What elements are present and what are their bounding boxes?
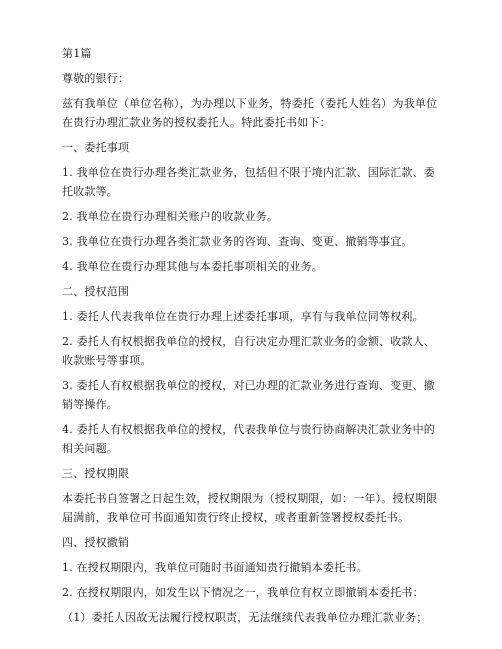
list-item: 2. 我单位在贵行办理相关账户的收款业务。 <box>62 210 279 223</box>
section-number: 第1篇 <box>62 47 92 60</box>
heading-authorization-revocation: 四、授权撤销 <box>62 536 130 549</box>
document-body <box>62 44 446 632</box>
heading-authorization-scope: 二、授权范围 <box>62 285 130 298</box>
period-paragraph: 本委托书自签署之日起生效，授权期限为（授权期限，如：一年）。授权期限届满前，我单位可书面通知贵行终止授权，或者重新签署授权委托书。 <box>62 492 438 524</box>
heading-authorization-period: 三、授权期限 <box>62 467 130 480</box>
list-item: 1. 委托人代表我单位在贵行办理上述委托事项，享有与我单位同等权利。 <box>62 310 424 323</box>
salutation: 尊敬的银行： <box>62 72 130 85</box>
list-item: 3. 委托人有权根据我单位的授权，对已办理的汇款业务进行查询、变更、撤销等操作。 <box>62 379 435 411</box>
intro-paragraph: 兹有我单位（单位名称），为办理以下业务，特委托（委托人姓名）为我单位在贵行办理汇款业务的授权委托人。特此委托书如下： <box>62 97 438 129</box>
list-item: （1）委托人因故无法履行授权职责，无法继续代表我单位办理汇款业务； <box>62 611 428 624</box>
list-item: 2. 在授权期限内，如发生以下情况之一，我单位有权立即撤销本委托书： <box>62 586 424 599</box>
list-item: 1. 我单位在贵行办理各类汇款业务，包括但不限于境内汇款、国际汇款、委托收款等。 <box>62 166 435 198</box>
list-item: 2. 委托人有权根据我单位的授权，自行决定办理汇款业务的金额、收款人、收款账号等事项。 <box>62 335 435 367</box>
list-item: 3. 我单位在贵行办理各类汇款业务的咨询、查询、变更、撤销等事宜。 <box>62 235 413 248</box>
list-item: 4. 我单位在贵行办理其他与本委托事项相关的业务。 <box>62 260 323 273</box>
list-item: 4. 委托人有权根据我单位的授权，代表我单位与贵行协商解决汇款业务中的相关问题。 <box>62 423 435 455</box>
heading-entrusted-matters: 一、委托事项 <box>62 141 130 154</box>
list-item: 1. 在授权期限内，我单位可随时书面通知贵行撤销本委托书。 <box>62 561 368 574</box>
